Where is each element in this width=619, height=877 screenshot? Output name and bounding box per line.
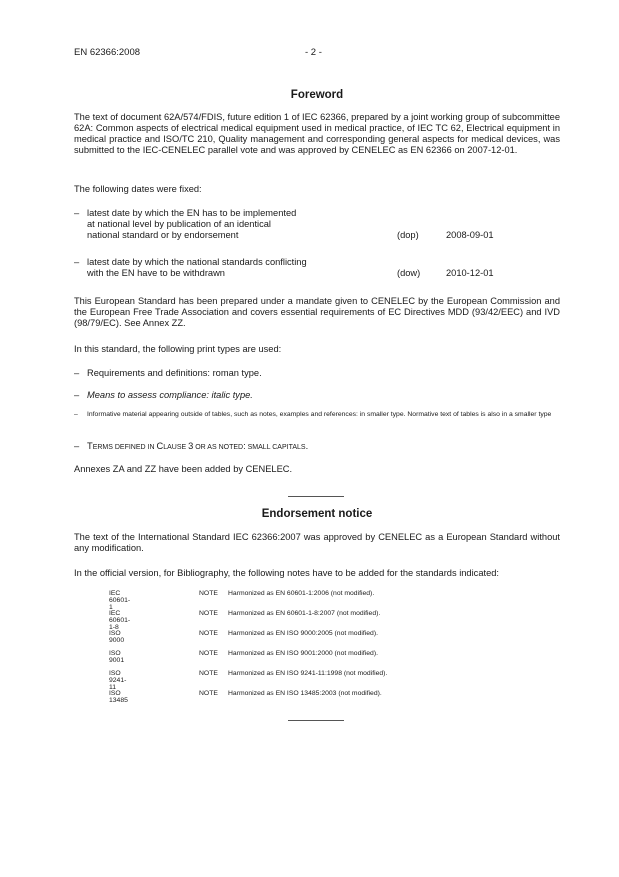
endorsement-title: Endorsement notice xyxy=(261,508,373,520)
date-item-dop: – latest date by which the EN has to be implemented at national level by publication of an identical national standard or by endorsement (dop) 2008-09-01 xyxy=(74,208,494,240)
print-types-intro: In this standard, the following print types are used: xyxy=(74,344,282,354)
list-dash: – xyxy=(74,257,80,267)
date-value: 2010-12-01 xyxy=(446,268,494,278)
foreword-paragraph: The text of document 62A/574/FDIS, future edition 1 of IEC 62366, prepared by a joint working group of subcommittee 62A: Common aspects of electrical medical equipment used in medical practice, of IEC TC 62, Electrical equipment in medical practice and ISO/TC 210, Quality management and corresponding general aspects for medical devices, was submitted to the IEC-CENELEC parallel vote and was approved by CENELEC as EN 62366 on 2007-12-01. xyxy=(74,112,560,155)
dates-intro: The following dates were fixed: xyxy=(74,184,202,194)
endorsement-paragraph: The text of the International Standard IEC 62366:2007 was approved by CENELEC as a European Standard without any modification. xyxy=(74,532,560,553)
foreword-title: Foreword xyxy=(290,89,344,101)
date-code: (dow) xyxy=(397,268,421,278)
header-page-number: - 2 - xyxy=(305,47,322,58)
date-item-dow: – latest date by which the national standards conflicting with the EN have to be withdrawn (dow) 2010-12-01 xyxy=(74,257,494,278)
date-code: (dop) xyxy=(397,230,419,240)
list-dash: – xyxy=(74,208,80,218)
header-doc-id: EN 62366:2008 xyxy=(74,47,141,58)
mandate-paragraph: This European Standard has been prepared under a mandate given to CENELEC by the European Commission and the European Free Trade Association and covers essential requirements of EC Directives MDD (93/42/EEC) and IVD (98/79/EC). See Annex ZZ. xyxy=(74,296,560,328)
end-divider xyxy=(288,720,344,721)
section-divider xyxy=(288,496,344,497)
bibliography-intro: In the official version, for Bibliography, the following notes have to be added for the standards indicated: xyxy=(74,568,499,578)
annexes-note: Annexes ZA and ZZ have been added by CENELEC. xyxy=(74,464,293,474)
small-caps-sample: TERMS DEFINED IN CLAUSE 3 OR AS NOTED: SMALL CAPITALS. xyxy=(87,441,309,451)
date-value: 2008-09-01 xyxy=(446,230,494,240)
print-type-smaller: – Informative material appearing outside of tables, such as notes, examples and references: in smaller type. Normative text of tables is also in a smaller type xyxy=(74,411,552,418)
